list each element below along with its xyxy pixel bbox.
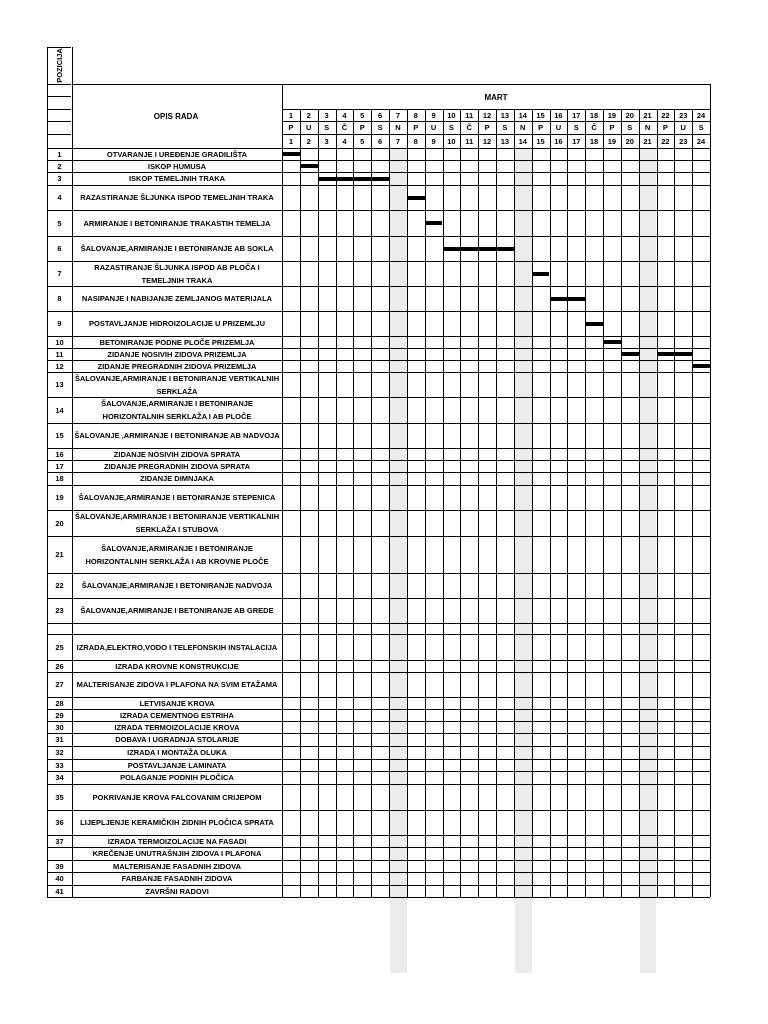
day-number-header: 20 <box>625 110 634 120</box>
gantt-bar <box>692 364 710 368</box>
gantt-bar <box>532 272 550 276</box>
position-number: 22 <box>55 581 64 590</box>
day-column-line <box>353 109 354 897</box>
gantt-bar <box>443 247 514 251</box>
gantt-bar <box>603 340 621 344</box>
position-number: 34 <box>55 773 64 782</box>
day-number-header-repeat: 12 <box>482 136 492 146</box>
weekday-header: P <box>413 123 419 132</box>
work-description: ŠALOVANJE,ARMIRANJE I BETONIRANJE STEPENICA <box>78 493 276 502</box>
work-description: IZRADA CEMENTNOG ESTRIHA <box>120 710 234 720</box>
position-number: 3 <box>57 174 62 183</box>
gantt-bar <box>425 221 443 225</box>
position-number: 26 <box>55 661 64 671</box>
day-column-line <box>460 109 461 897</box>
day-number-header: 16 <box>554 110 563 120</box>
day-number-header: 15 <box>536 110 545 120</box>
work-description: IZRADA KROVNE KONSTRUKCIJE <box>115 661 239 671</box>
header-line <box>47 134 71 135</box>
position-number: 7 <box>57 269 62 278</box>
work-description: FARBANJE FASADNIH ZIDOVA <box>121 874 233 883</box>
day-column-line <box>692 109 693 897</box>
day-number-header: 22 <box>661 110 670 120</box>
position-number: 1 <box>57 149 62 159</box>
day-column-line <box>532 109 533 897</box>
work-description: ŠALOVANJE ,ARMIRANJE I BETONIRANJE AB NADVOJA <box>74 431 280 440</box>
weekday-header: S <box>627 123 633 132</box>
day-number-header-repeat: 2 <box>306 136 311 146</box>
work-description: LETVISANJE KROVA <box>139 698 215 708</box>
work-description: ŠALOVANJE,ARMIRANJE I BETONIRANJE HORIZONTALNIH SERKLAŽA I AB KROVNE PLOČE <box>85 543 269 566</box>
work-description: ZIDANJE PREGRADNIH ZIDOVA PRIZEMLJA <box>97 361 257 371</box>
gantt-bar <box>318 177 389 181</box>
position-number: 8 <box>57 294 62 303</box>
work-description: KREČENJE UNUTRAŠNJIH ZIDOVA I PLAFONA <box>92 849 262 858</box>
day-number-header-repeat: 15 <box>536 136 545 146</box>
gantt-bar <box>550 297 586 301</box>
day-column-line <box>478 109 479 897</box>
work-description: IZRADA,ELEKTRO,VODO I TELEFONSKIH INSTALACIJA <box>76 642 278 652</box>
work-description: ARMIRANJE I BETONIRANJE TRAKASTIH TEMELJA <box>83 218 271 228</box>
position-number: 30 <box>55 722 64 732</box>
work-description: MALTERISANJE ZIDOVA I PLAFONA NA SVIM ETAŽAMA <box>76 680 278 689</box>
header-line <box>47 109 71 110</box>
work-description: IZRADA TERMOIZOLACIJE KROVA <box>114 722 240 732</box>
position-number <box>47 623 72 634</box>
position-number: 31 <box>55 735 64 744</box>
day-number-header: 9 <box>431 110 436 120</box>
day-column-line <box>300 109 301 897</box>
day-number-header: 24 <box>696 110 706 120</box>
day-number-header: 19 <box>607 110 617 120</box>
position-number: 18 <box>55 474 64 483</box>
day-number-header: 23 <box>679 110 688 120</box>
weekday-header: P <box>609 123 615 132</box>
position-number: 19 <box>55 493 64 502</box>
weekday-header: U <box>430 123 437 132</box>
day-column-line <box>496 109 497 897</box>
position-number: 2 <box>57 161 62 171</box>
day-number-header: 10 <box>447 110 456 120</box>
work-description: RAZASTIRANJE ŠLJUNKA ISPOD AB PLOČA I TEMELJNIH TRAKA <box>94 262 260 285</box>
work-description: ISKOP TEMELJNIH TRAKA <box>128 174 226 183</box>
day-column-line <box>389 109 390 897</box>
day-number-header-repeat: 4 <box>342 136 347 146</box>
day-number-header: 8 <box>413 110 418 120</box>
weekday-header: N <box>395 123 401 132</box>
day-number-header-repeat: 13 <box>500 136 510 146</box>
position-number: 10 <box>55 337 64 347</box>
day-number-header-repeat: 20 <box>625 136 634 146</box>
position-number: 40 <box>55 874 64 883</box>
pozicija-label: POZICIJA <box>54 47 64 83</box>
day-column-line <box>407 109 408 897</box>
work-description: POSTAVLJANJE LAMINATA <box>127 760 227 770</box>
day-number-header-repeat: 24 <box>696 136 706 146</box>
day-column-line <box>371 109 372 897</box>
gantt-bar <box>585 322 603 326</box>
position-number: 6 <box>57 244 62 253</box>
position-number: 39 <box>55 861 64 871</box>
weekday-header: U <box>555 123 562 132</box>
gantt-bar <box>300 164 318 168</box>
position-number: 25 <box>55 642 64 652</box>
position-number: 29 <box>55 710 64 720</box>
day-number-header-repeat: 5 <box>360 136 365 146</box>
position-number: 11 <box>55 349 64 359</box>
day-number-header-repeat: 23 <box>679 136 688 146</box>
position-number: 21 <box>55 550 64 559</box>
position-number: 16 <box>55 449 64 459</box>
day-number-header-repeat: 18 <box>589 136 599 146</box>
day-column-line <box>425 109 426 897</box>
work-description: OTVARANJE I UREĐENJE GRADILIŠTA <box>106 149 248 159</box>
day-number-header-repeat: 3 <box>324 136 329 146</box>
position-number: 27 <box>55 680 64 689</box>
header-line <box>47 96 71 97</box>
gantt-bar <box>282 152 300 156</box>
weekday-header: N <box>644 123 651 132</box>
position-number: 28 <box>55 698 64 708</box>
day-column-line <box>318 109 319 897</box>
weekday-header: S <box>502 123 508 132</box>
day-column-line <box>550 109 551 897</box>
weekday-header: P <box>359 123 365 132</box>
position-number: 4 <box>57 193 62 202</box>
row-line <box>47 897 710 898</box>
header-line <box>47 84 71 85</box>
weekday-header: P <box>484 123 490 132</box>
day-number-header: 7 <box>395 110 400 120</box>
day-number-header: 12 <box>482 110 492 120</box>
day-number-header-repeat: 14 <box>518 136 527 146</box>
position-number: 17 <box>55 461 64 471</box>
work-description: ŠALOVANJE,ARMIRANJE I BETONIRANJE VERTIKALNIH SERKLAŽA I STUBOVA <box>74 512 280 534</box>
work-description: ŠALOVANJE,ARMIRANJE I BETONIRANJE HORIZONTALNIH SERKLAŽA I AB PLOČE <box>101 399 253 421</box>
header-border-top <box>47 47 71 48</box>
right-border <box>710 84 711 897</box>
opis-rada-header: OPIS RADA <box>153 111 199 121</box>
position-number: 13 <box>55 380 64 389</box>
day-number-header: 3 <box>324 110 329 120</box>
day-number-header: 5 <box>360 110 365 120</box>
work-description: ŠALOVANJE,ARMIRANJE I BETONIRANJE NADVOJA <box>81 581 273 590</box>
work-description: IZRADA TERMOIZOLACIJE NA FASADI <box>107 836 247 846</box>
weekday-header: S <box>698 123 704 132</box>
work-description: POLAGANJE PODNIH PLOČICA <box>120 773 234 782</box>
day-number-header: 18 <box>589 110 599 120</box>
weekday-header: N <box>520 123 526 132</box>
weekday-header: U <box>306 123 312 132</box>
position-number <box>47 847 72 860</box>
position-number: 15 <box>55 431 64 440</box>
position-number: 33 <box>55 760 64 770</box>
day-column-line <box>336 109 337 897</box>
work-description <box>72 623 282 634</box>
day-number-header-repeat: 11 <box>465 136 474 146</box>
work-description: NASIPANJE I NABIJANJE ZEMLJANOG MATERIJALA <box>81 294 273 303</box>
gantt-bar <box>407 196 425 200</box>
work-description: ŠALOVANJE,ARMIRANJE I BETONIRANJE AB GREDE <box>80 606 274 615</box>
header-line <box>72 84 710 85</box>
day-number-header-repeat: 1 <box>288 136 293 146</box>
weekday-header: S <box>377 123 383 132</box>
position-number: 32 <box>55 748 64 757</box>
day-column-line <box>639 109 640 897</box>
work-description: DOBAVA I UGRADNJA STOLARIJE <box>115 735 239 744</box>
work-description: RAZASTIRANJE ŠLJUNKA ISPOD TEMELJNIH TRAKA <box>80 193 274 202</box>
day-number-header-repeat: 8 <box>413 136 418 146</box>
day-number-header: 13 <box>500 110 510 120</box>
day-number-header-repeat: 16 <box>554 136 563 146</box>
day-column-line <box>514 109 515 897</box>
position-number: 35 <box>55 792 64 802</box>
day-number-header: 21 <box>643 110 652 120</box>
day-number-header: 14 <box>518 110 527 120</box>
day-number-header: 4 <box>342 110 347 120</box>
work-description: LIJEPLJENJE KERAMIČKIH ZIDNIH PLOČICA SPRATA <box>80 818 274 827</box>
position-number: 12 <box>55 361 64 371</box>
day-number-header: 11 <box>465 110 474 120</box>
day-number-header: 17 <box>572 110 581 120</box>
weekday-header: S <box>573 123 579 132</box>
day-number-header-repeat: 21 <box>643 136 652 146</box>
month-header: MART <box>484 92 508 102</box>
day-number-header-repeat: 17 <box>572 136 581 146</box>
work-description: POKRIVANJE KROVA FALCOVANIM CRIJEPOM <box>92 792 262 802</box>
work-description: ZIDANJE PREGRADNIH ZIDOVA SPRATA <box>104 461 250 471</box>
day-column-line <box>567 109 568 897</box>
weekday-header: S <box>448 123 454 132</box>
position-number: 36 <box>55 818 64 827</box>
weekday-header: P <box>288 123 294 132</box>
day-column-line <box>657 109 658 897</box>
day-column-line <box>585 109 586 897</box>
weekday-header: S <box>324 123 330 132</box>
work-description: ZIDANJE DIMNJAKA <box>140 474 214 483</box>
work-description: ZIDANJE NOSIVIH ZIDOVA SPRATA <box>113 449 241 459</box>
work-description: ŠALOVANJE,ARMIRANJE I BETONIRANJE VERTIKALNIH SERKLAŽA <box>74 373 280 396</box>
day-column-line <box>674 109 675 897</box>
header-line <box>47 121 71 122</box>
day-number-header: 2 <box>306 110 311 120</box>
day-number-header-repeat: 6 <box>377 136 383 146</box>
day-column-line <box>443 109 444 897</box>
weekday-header: U <box>680 123 686 132</box>
day-number-header-repeat: 19 <box>607 136 617 146</box>
position-number: 23 <box>55 606 64 615</box>
weekday-header: P <box>662 123 668 132</box>
position-number: 20 <box>55 518 64 528</box>
work-description: BETONIRANJE PODNE PLOČE PRIZEMLJA <box>99 337 255 347</box>
day-number-header-repeat: 9 <box>431 136 436 146</box>
weekday-header: Č <box>591 123 597 132</box>
day-number-header-repeat: 22 <box>661 136 670 146</box>
work-description: ZAVRŠNI RADOVI <box>145 886 209 896</box>
gantt-bar <box>621 352 639 356</box>
weekday-header: P <box>538 123 544 132</box>
work-description: ZIDANJE NOSIVIH ZIDOVA PRIZEMLJA <box>107 349 247 359</box>
weekday-header: Č <box>466 123 472 132</box>
day-number-header: 6 <box>377 110 383 120</box>
work-description: MALTERISANJE FASADNIH ZIDOVA <box>112 861 242 871</box>
day-number-header: 1 <box>288 110 293 120</box>
desc-column-border <box>282 84 283 897</box>
work-description: POSTAVLJANJE HIDROIZOLACIJE U PRIZEMLJU <box>89 319 265 328</box>
work-description: ŠALOVANJE,ARMIRANJE I BETONIRANJE AB SOKLA <box>80 244 274 253</box>
position-number: 14 <box>55 405 64 415</box>
day-column-line <box>621 109 622 897</box>
position-number: 41 <box>55 886 64 896</box>
gantt-bar <box>657 352 693 356</box>
position-number: 9 <box>57 319 62 328</box>
position-number: 5 <box>57 218 62 228</box>
work-description: IZRADA I MONTAŽA OLUKA <box>127 748 227 757</box>
day-column-line <box>603 109 604 897</box>
weekday-header: Č <box>341 123 348 132</box>
work-description: ISKOP HUMUSA <box>147 161 207 171</box>
position-number: 37 <box>55 836 64 846</box>
day-number-header-repeat: 7 <box>395 136 400 146</box>
day-number-header-repeat: 10 <box>447 136 456 146</box>
